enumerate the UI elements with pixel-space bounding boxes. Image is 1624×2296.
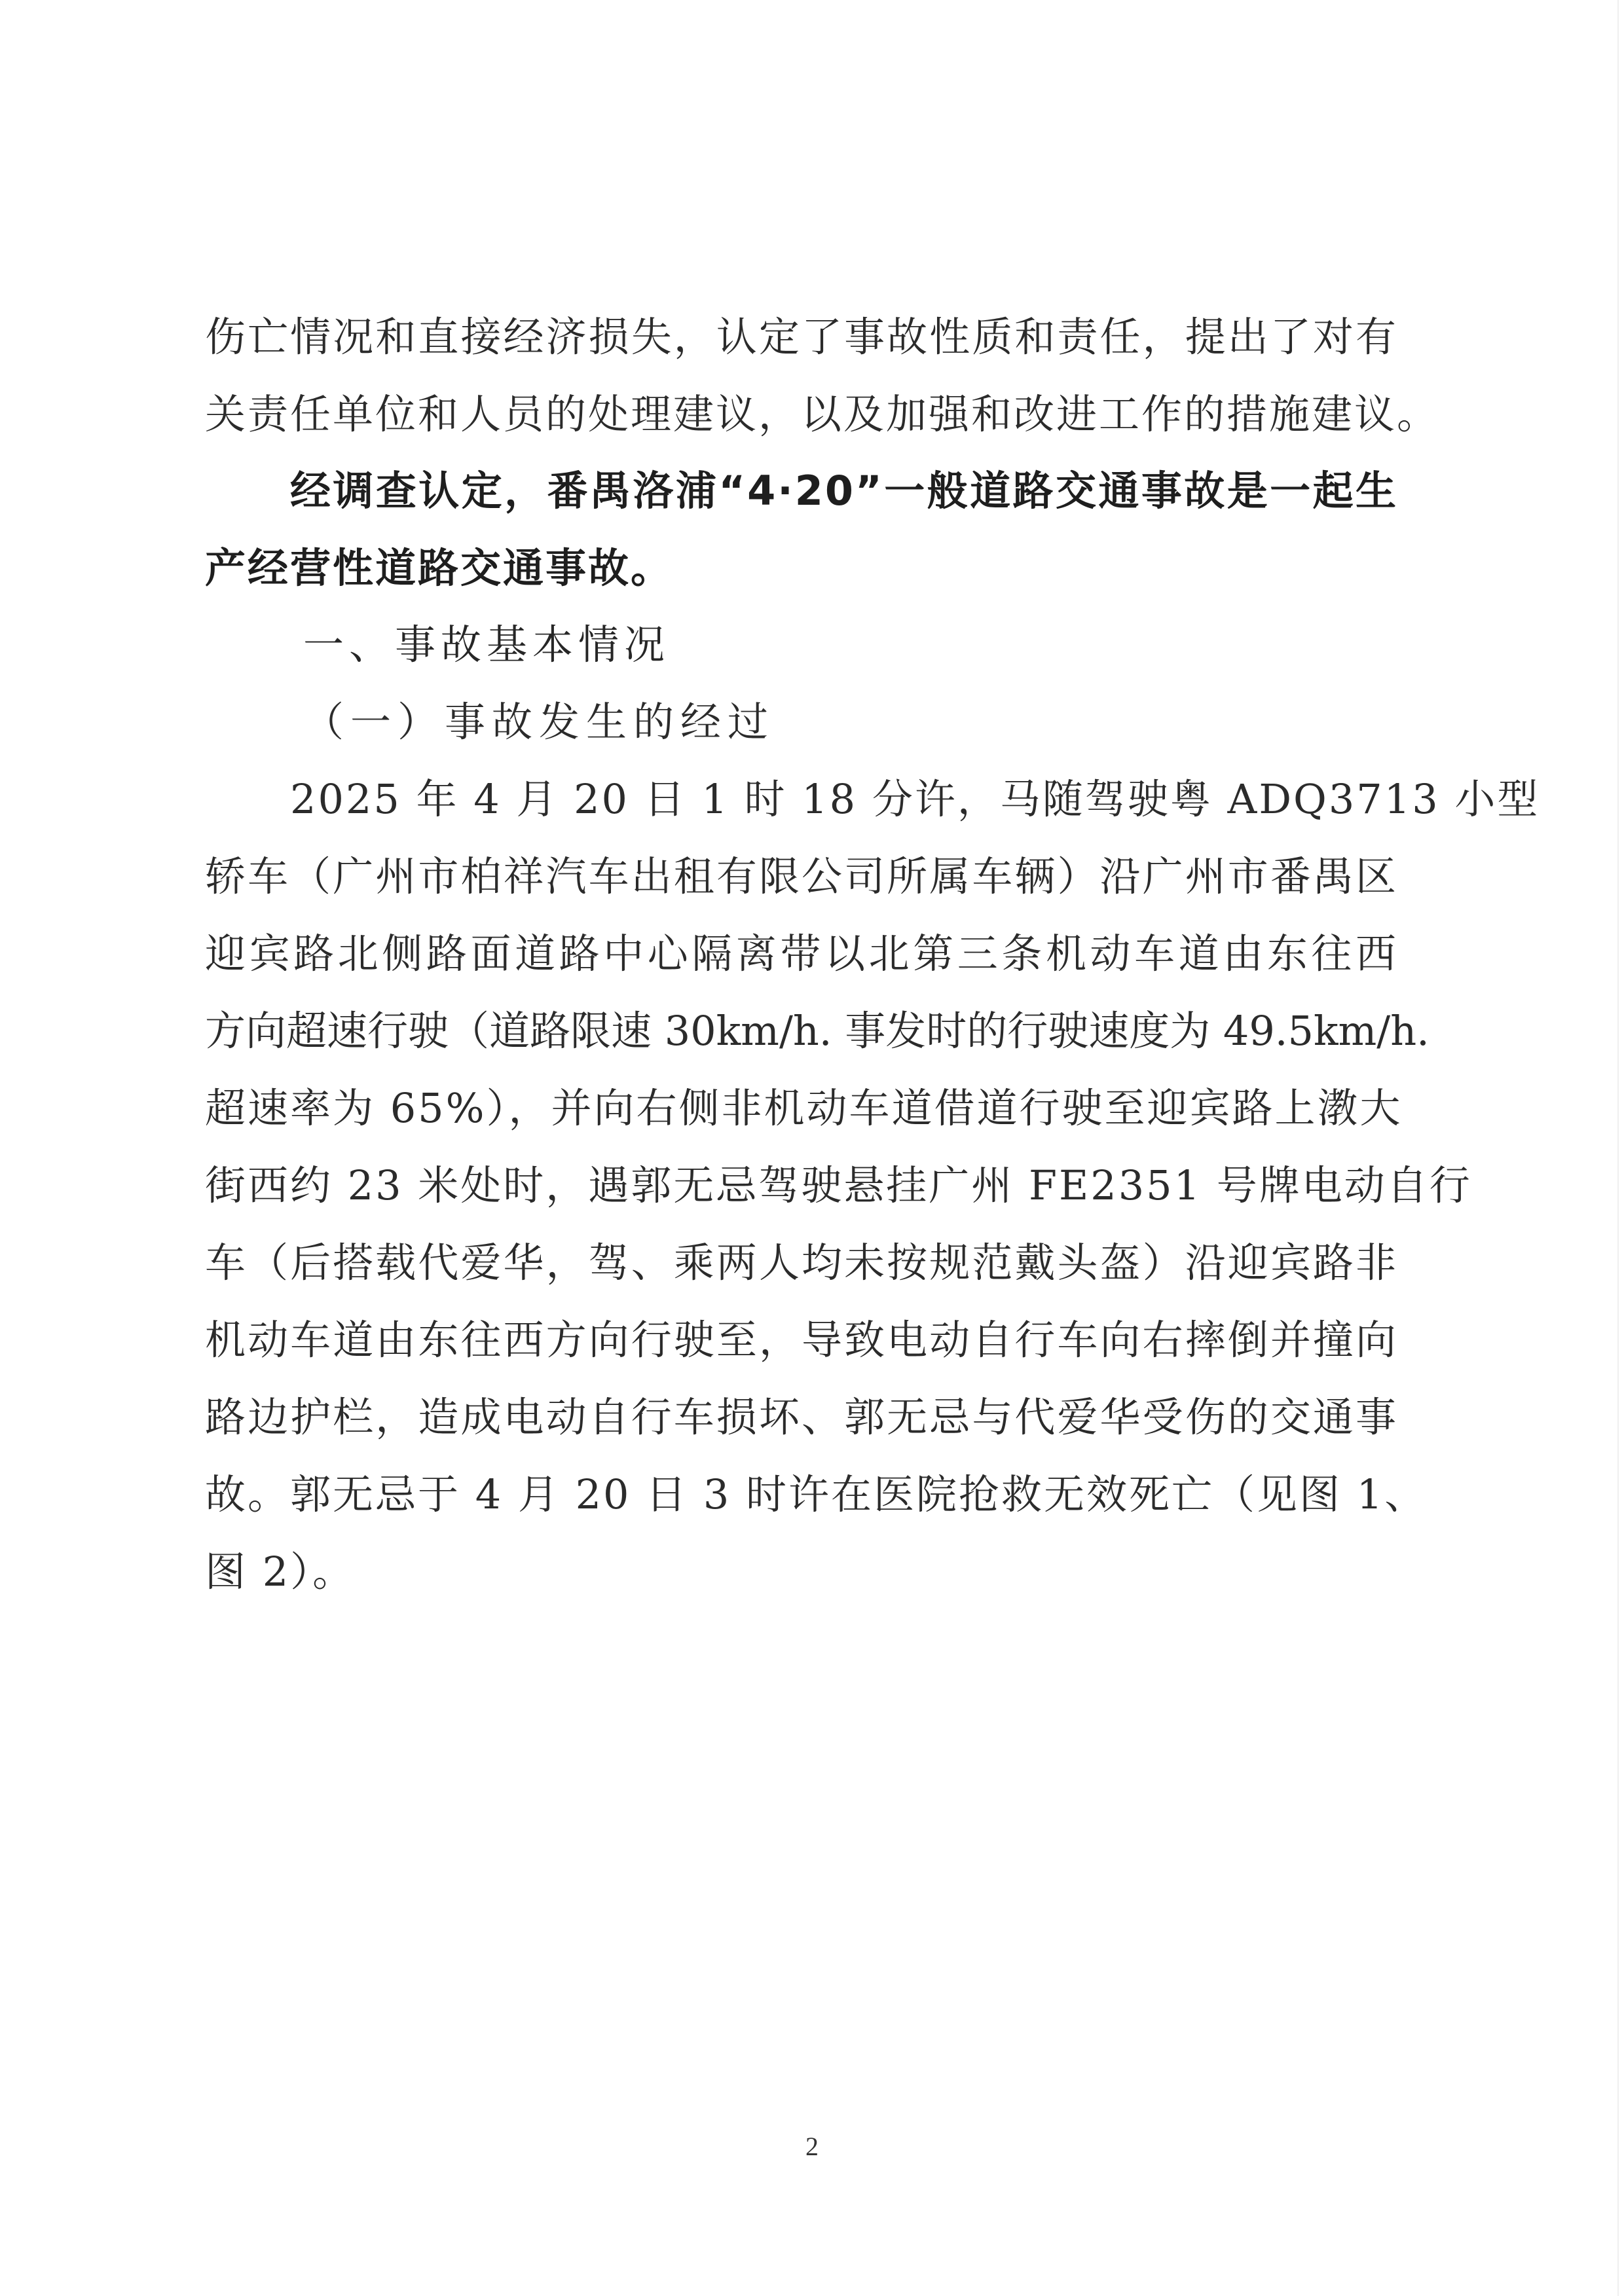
body-line: 机动车道由东往西方向行驶至，导致电动自行车向右摔倒并撞向 <box>205 1316 1398 1364</box>
subsection-heading: （一）事故发生的经过 <box>303 698 775 746</box>
body-line: 轿车（广州市柏祥汽车出租有限公司所属车辆）沿广州市番禺区 <box>205 852 1398 900</box>
page-number: 2 <box>805 2132 819 2161</box>
body-line: 路边护栏，造成电动自行车损坏、郭无忌与代爱华受伤的交通事 <box>205 1393 1398 1441</box>
body-line: 关责任单位和人员的处理建议，以及加强和改进工作的措施建议。 <box>205 390 1440 438</box>
body-line: 街西约 23 米处时，遇郭无忌驾驶悬挂广州 FE2351 号牌电动自行 <box>205 1161 1472 1209</box>
body-line: 方向超速行驶（道路限速 30km/h. 事发时的行驶速度为 49.5km/h. <box>205 1007 1430 1055</box>
body-line: 故。郭无忌于 4 月 20 日 3 时许在医院抢救无效死亡（见图 1、 <box>205 1470 1428 1518</box>
conclusion-line: 经调查认定，番禺洛浦“4·20”一般道路交通事故是一起生 <box>290 467 1398 515</box>
body-line: 2025 年 4 月 20 日 1 时 18 分许，马随驾驶粤 ADQ3713 小型 <box>290 775 1540 823</box>
scan-page-edge <box>1617 0 1619 2296</box>
section-heading: 一、事故基本情况 <box>303 621 671 668</box>
body-line: 迎宾路北侧路面道路中心隔离带以北第三条机动车道由东往西 <box>205 930 1398 977</box>
conclusion-line: 产经营性道路交通事故。 <box>205 544 674 592</box>
body-line: 图 2）。 <box>205 1548 356 1595</box>
body-line: 伤亡情况和直接经济损失，认定了事故性质和责任，提出了对有 <box>205 313 1398 361</box>
body-line: 超速率为 65%），并向右侧非机动车道借道行驶至迎宾路上漖大 <box>205 1084 1403 1132</box>
body-line: 车（后搭载代爱华，驾、乘两人均未按规范戴头盔）沿迎宾路非 <box>205 1239 1398 1286</box>
